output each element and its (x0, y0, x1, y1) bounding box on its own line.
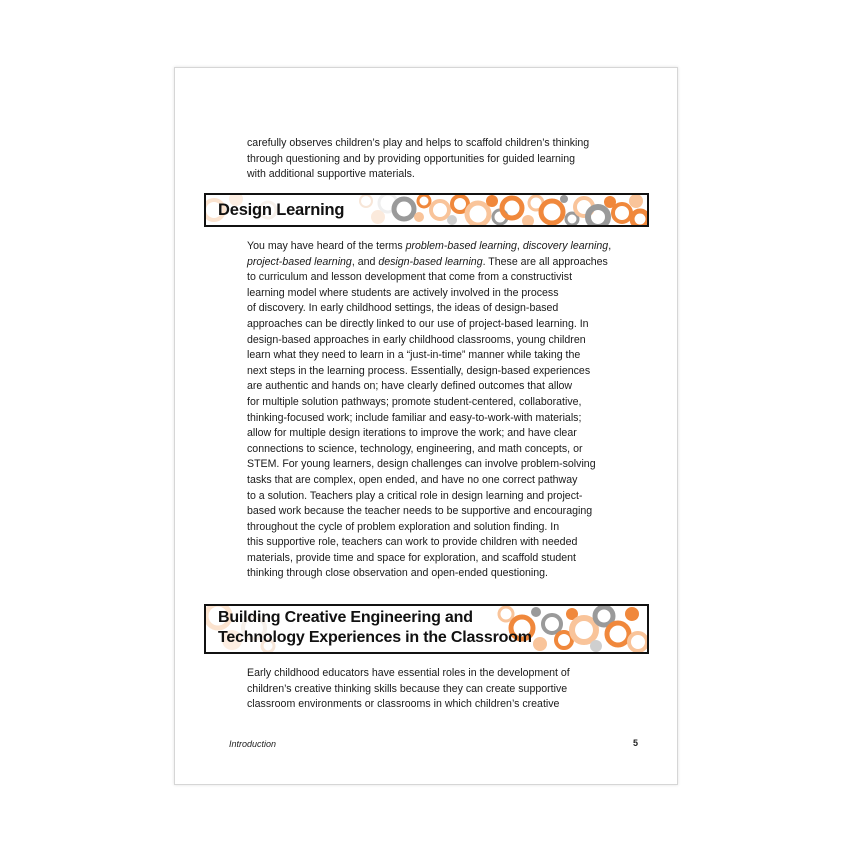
section-heading-line: Technology Experiences in the Classroom (218, 629, 532, 646)
paragraph-line: next steps in the learning process. Essentially, design-based experiences (247, 364, 591, 377)
top-paragraph (247, 136, 589, 183)
paragraph-line: through questioning and by providing opportunities for guided learning (247, 152, 576, 165)
design-learning-paragraph (247, 239, 611, 582)
section-heading: Design Learning (218, 201, 345, 219)
paragraph-line: of discovery. In early childhood settings, the ideas of design-based (247, 302, 559, 315)
paragraph-line: with additional supportive materials. (247, 168, 415, 181)
paragraph-text: , and (351, 255, 379, 268)
paragraph-line: design-based approaches in early childhood classrooms, young children (247, 333, 586, 346)
paragraph-line: learn what they need to learn in a “just-in-time” manner while taking the (247, 349, 581, 362)
paragraph-line: STEM. For young learners, design challenges can involve problem-solving (247, 458, 596, 471)
italic-term: discovery learning (522, 240, 609, 252)
paragraph-line: approaches can be directly linked to our use of project-based learning. In (247, 317, 589, 330)
paragraph-line: Early childhood educators have essential roles in the development of (247, 667, 570, 679)
italic-term: design-based learning (378, 255, 483, 268)
paragraph-text: You may have heard of the terms (247, 240, 406, 252)
paragraph-line: to a solution. Teachers play a critical role in design learning and project- (247, 489, 583, 502)
italic-term: project-based learning (247, 255, 352, 268)
building-creative-paragraph (247, 666, 570, 713)
paragraph-line (247, 255, 611, 271)
paragraph-line (247, 239, 611, 255)
paragraph-line: to curriculum and lesson development that come from a constructivist (247, 271, 573, 284)
section-banner-building-creative (204, 604, 649, 654)
paragraph-line: throughout the cycle of problem exploration and solution finding. In (247, 520, 560, 533)
paragraph-line: tasks that are complex, open ended, and have no one correct pathway (247, 473, 578, 486)
footer-section-label: Introduction (229, 739, 277, 749)
paragraph-line: thinking-focused work; include familiar and easy-to-work-with materials; (247, 411, 582, 424)
paragraph-line: based work because the teacher needs to be supportive and encouraging (247, 505, 593, 518)
paragraph-line: for multiple solution pathways; promote student-centered, collaborative, (247, 395, 582, 408)
page-number: 5 (633, 738, 639, 748)
paragraph-line: connections to science, technology, engineering, and math concepts, or (247, 442, 583, 455)
paragraph-line: learning model where students are actively involved in the process (247, 286, 559, 299)
paragraph-line: materials, provide time and space for exploration, and scaffold student (247, 551, 576, 564)
italic-term: problem-based learning (405, 240, 517, 252)
paragraph-line: carefully observes children’s play and helps to scaffold children’s thinking (247, 137, 590, 149)
paragraph-line: allow for multiple design iterations to improve the work; and have clear (247, 427, 577, 440)
paragraph-line: this supportive role, teachers can work to provide children with needed (247, 536, 578, 549)
paragraph-line: are authentic and hands on; have clearly defined outcomes that allow (247, 380, 573, 393)
paragraph-text: , (516, 240, 523, 252)
paragraph-line: thinking through close observation and open-ended questioning. (247, 567, 548, 580)
book-page (174, 67, 678, 785)
section-banner-design-learning (204, 193, 649, 227)
paragraph-line: classroom environments or classrooms in which children’s creative (247, 698, 560, 711)
paragraph-line: children’s creative thinking skills because they can create supportive (247, 682, 568, 695)
section-heading-line: Building Creative Engineering and (218, 609, 473, 626)
paragraph-text: , (608, 240, 612, 252)
paragraph-text: . These are all approaches (482, 255, 608, 268)
